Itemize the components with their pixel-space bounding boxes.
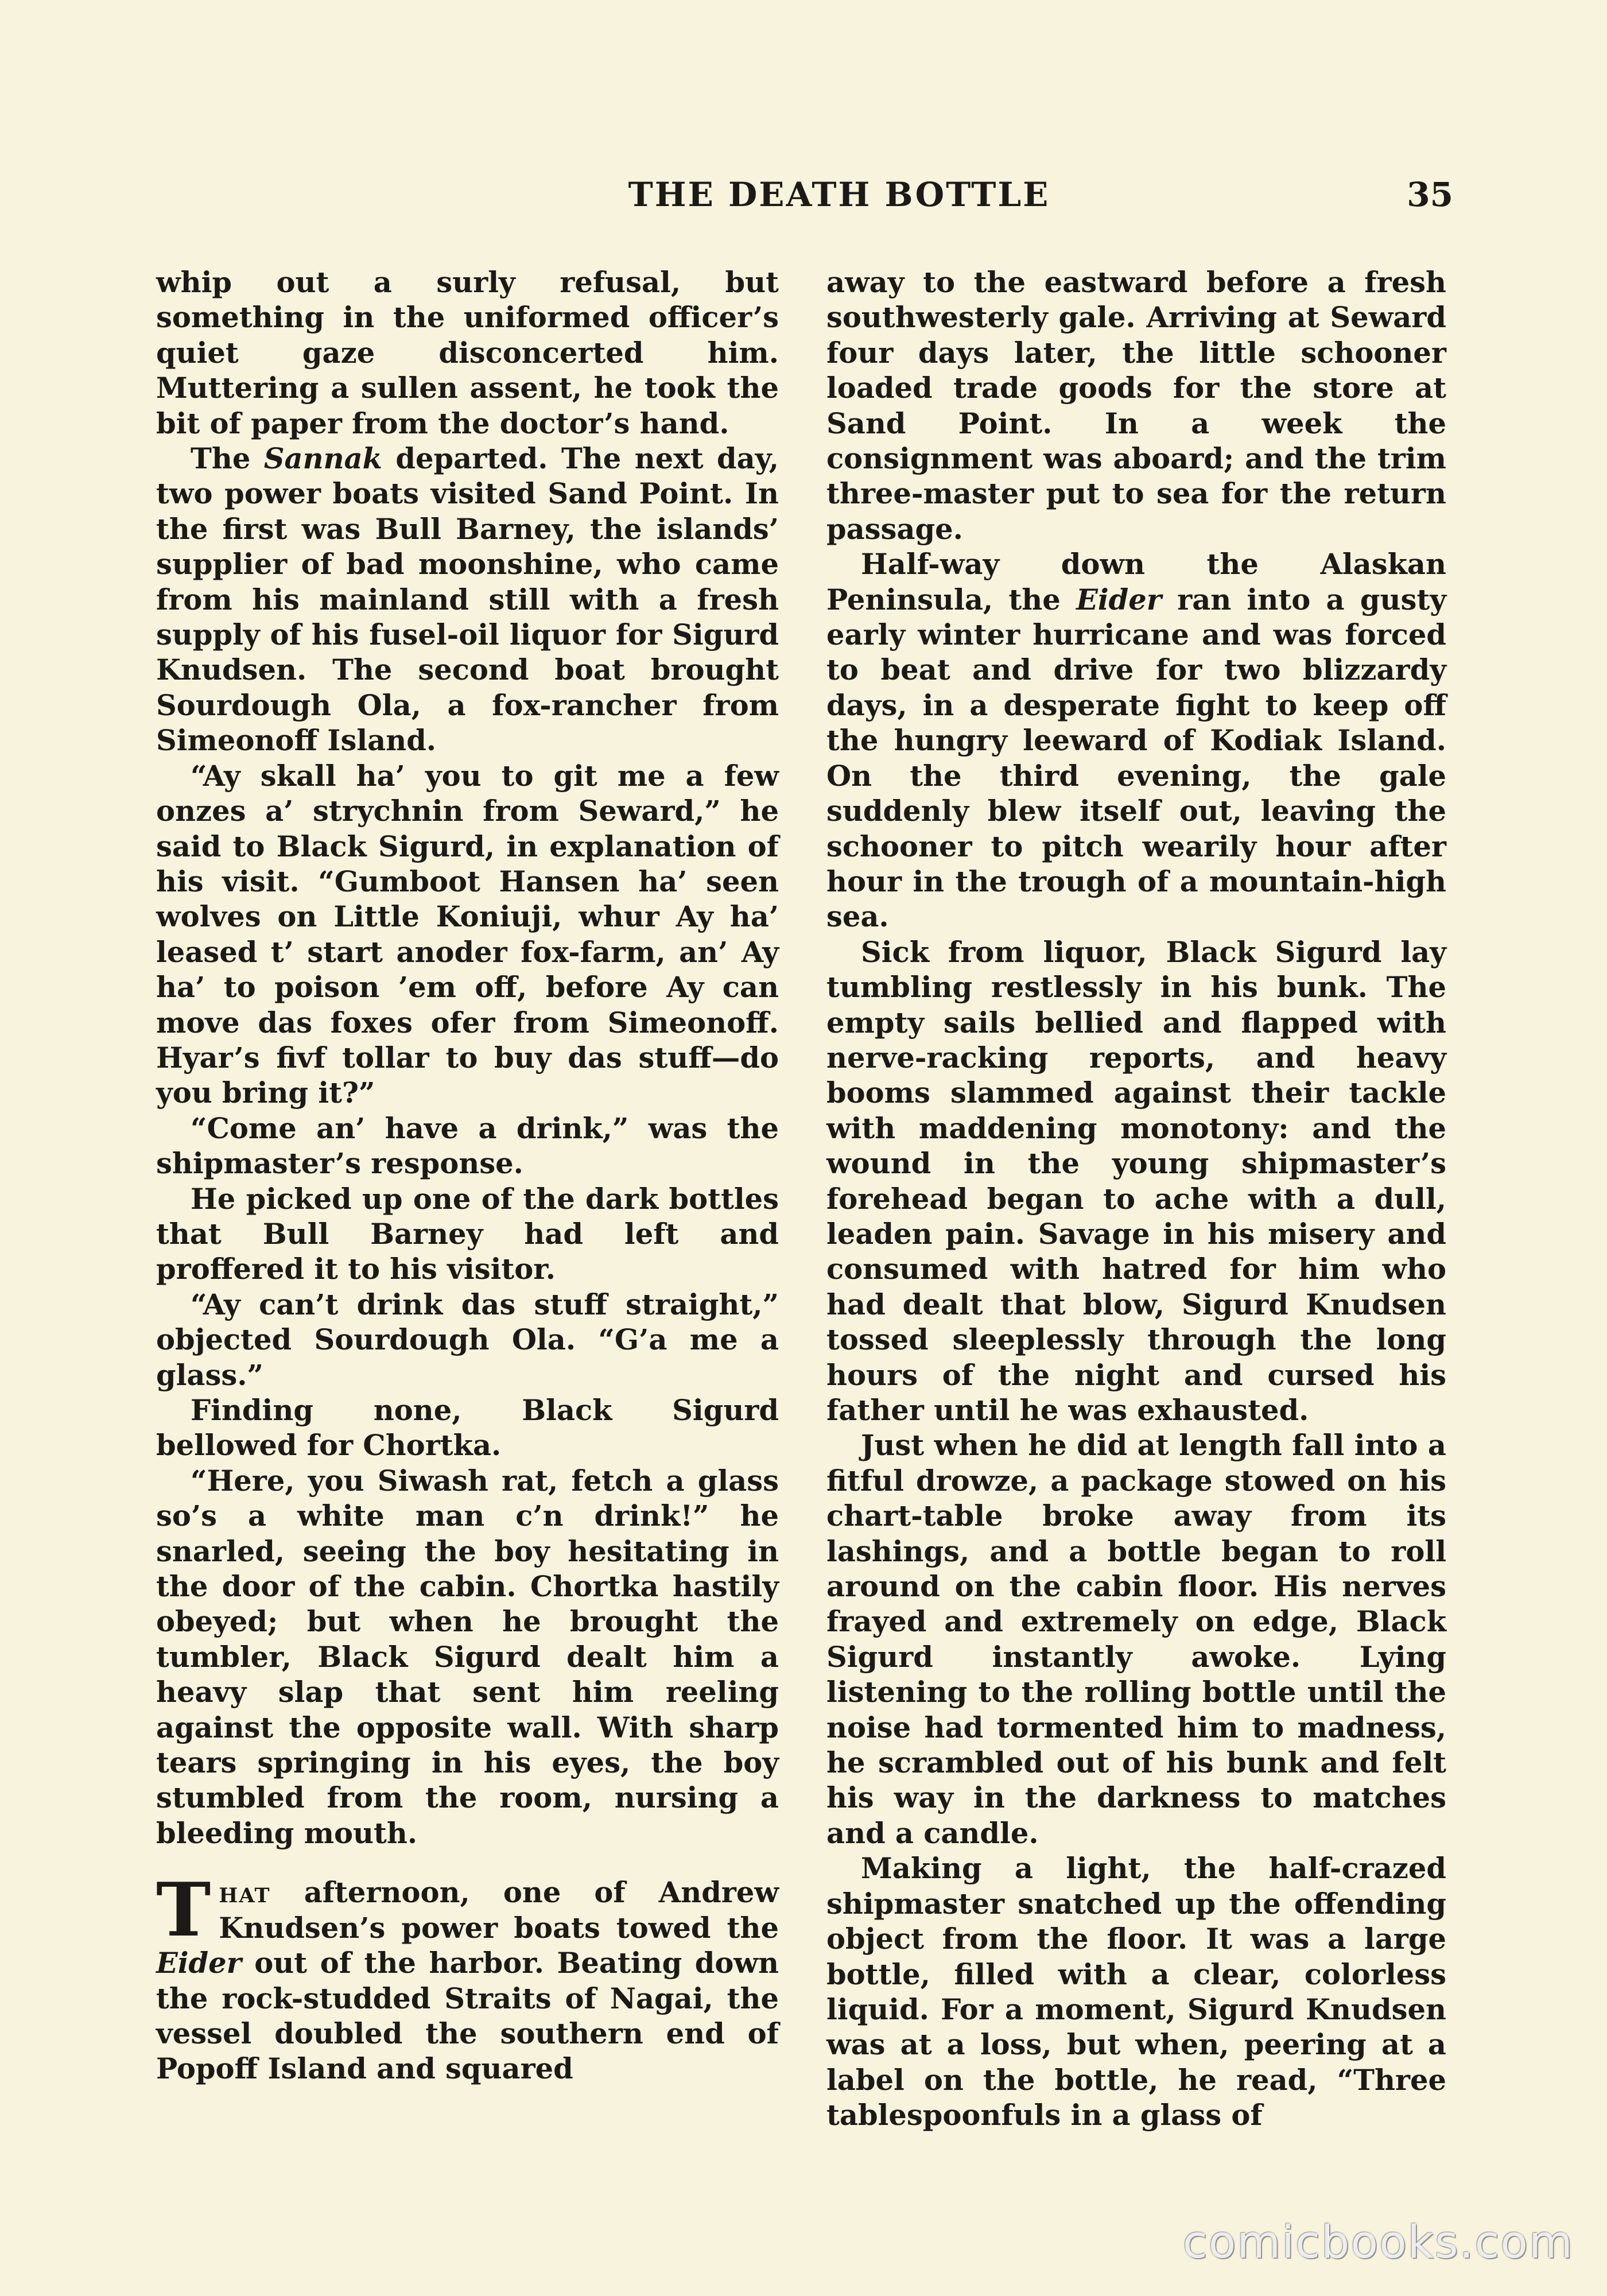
paragraph: Making a light, the half-crazed shipmaster snatched up the offending object from the floor. It was a large bottle, filled with a clear, colorless liquid. For a moment, Sigurd Knudsen was at a loss, but when, peering at a label on the bottle, he read, “Three tablespoonfuls in a glass of — [826, 1852, 1446, 2132]
paragraph: Sick from liquor, Black Sigurd lay tumbling restlessly in his bunk. The empty sails bellied and flapped with nerve-racking reports, and heavy booms slammed against their tackle with maddening monotony: and the wound in the young shipmaster’s forehead began to ache with a dull, leaden pain. Savage in his misery and consumed with hatred for him who had dealt that blow, Sigurd Knudsen tossed sleeplessly through the long hours of the night and cursed his father until he was exhausted. — [826, 935, 1446, 1427]
paragraph: “Come an’ have a drink,” was the shipmaster’s response. — [156, 1111, 779, 1181]
page-number: 35 — [1407, 175, 1453, 214]
section-break — [156, 1851, 779, 1875]
paragraph: The Sannak departed. The next day, two power boats visited Sand Point. In the first was Bull Barney, the islands’ supplier of bad moonshine, who came from his mainland still with a fresh supply of his fusel-oil liquor for Sigurd Knudsen. The second boat brought Sourdough Ola, a fox-rancher from Simeonoff Island. — [156, 442, 779, 758]
right-column — [826, 265, 1446, 2134]
paragraph: Half-way down the Alaskan Peninsula, the Eider ran into a gusty early winter hurricane and was forced to beat and drive for two blizzardy days, in a desperate fight to keep off the hungry leeward of Kodiak Island. On the third evening, the gale suddenly blew itself out, leaving the schooner to pitch wearily hour after hour in the trough of a mountain-high sea. — [826, 548, 1447, 934]
paragraph: Just when he did at length fall into a fitful drowze, a package stowed on his chart-table broke away from its lashings, and a bottle began to roll around on the cabin floor. His nerves frayed and extremely on edge, Black Sigurd instantly awoke. Lying listening to the rolling bottle until the noise had tormented him to madness, he scrambled out of his bunk and felt his way in the darkness to matches and a candle. — [826, 1429, 1446, 1850]
paragraph: “Here, you Siwash rat, fetch a glass so’s a white man c’n drink!” he snarled, seeing the boy hesitating in the door of the cabin. Chortka hastily obeyed; but when he brought the tumbler, Black Sigurd dealt him a heavy slap that sent him reeling against the opposite wall. With sharp tears springing in his eyes, the boy stumbled from the room, nursing a bleeding mouth. — [156, 1464, 779, 1850]
running-title: THE DEATH BOTTLE — [628, 175, 1050, 214]
paragraph: Finding none, Black Sigurd bellowed for Chortka. — [156, 1394, 779, 1463]
paragraph: away to the eastward before a fresh southwesterly gale. Arriving at Seward four days later, the little schooner loaded trade goods for the store at Sand Point. In a week the consignment was aboard; and the trim three-master put to sea for the return passage. — [826, 266, 1446, 546]
paragraph: “Ay can’t drink das stuff straight,” objected Sourdough Ola. “G’a me a glass.” — [156, 1287, 779, 1392]
paragraph: “Ay skall ha’ you to git me a few onzes a’ strychnin from Seward,” he said to Black Sigurd, in explanation of his visit. “Gumboot Hansen ha’ seen wolves on Little Koniuji, whur Ay ha’ leased t’ start anoder fox-farm, an’ Ay ha’ to poison ’em off, before Ay can move das foxes ofer from Simeonoff. Hyar’s fivf tollar to buy das stuff—do you bring it?” — [156, 759, 779, 1110]
paragraph: He picked up one of the dark bottles that Bull Barney had left and proffered it to his visitor. — [156, 1182, 779, 1286]
left-column — [156, 265, 779, 2087]
paragraph-section-start: That afternoon, one of Andrew Knudsen’s power boats towed the Eider out of the harbor. Beating down the rock-studded Straits of Nagai, the vessel doubled the southern end of Popoff Island and squared — [156, 1867, 779, 2086]
paragraph: whip out a surly refusal, but something in the uniformed officer’s quiet gaze disconcerted him. Muttering a sullen assent, he took the bit of paper from the doctor’s hand. — [156, 266, 779, 440]
page-header — [156, 175, 1453, 227]
drop-cap: T — [156, 1867, 211, 1954]
watermark-logo: comicbooks.com — [1182, 2217, 1574, 2268]
